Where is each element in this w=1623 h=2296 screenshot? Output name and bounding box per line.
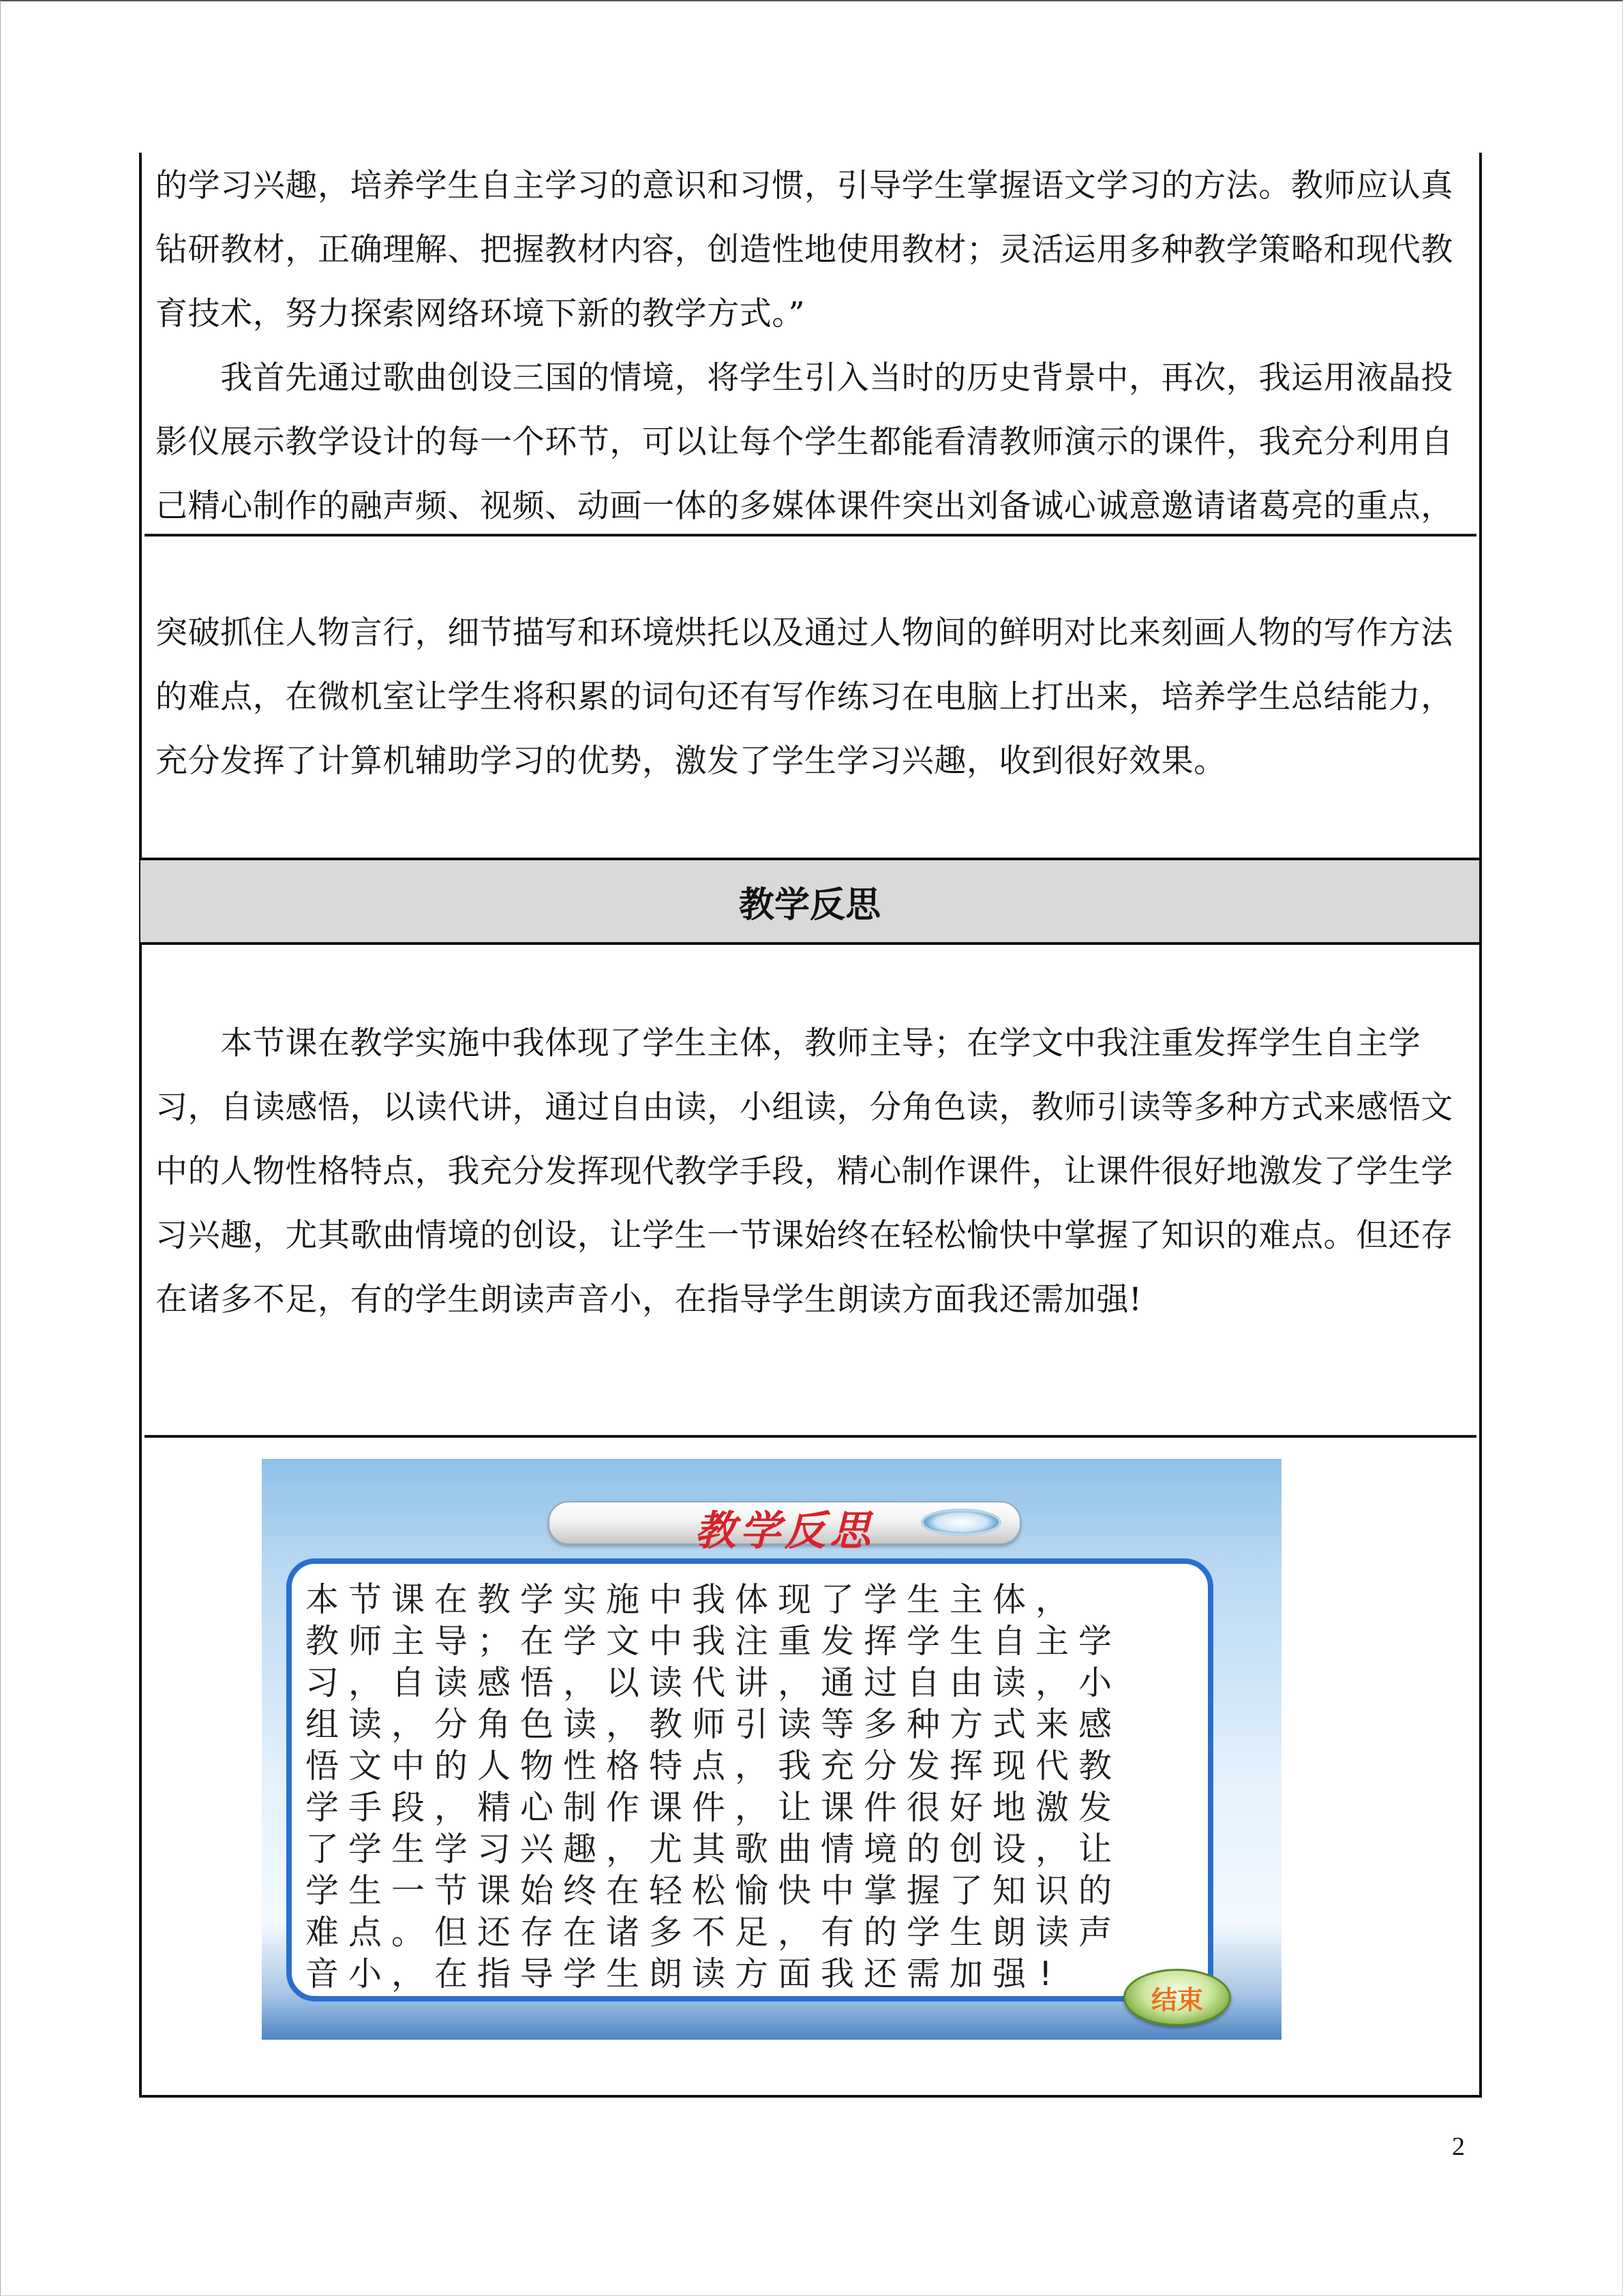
text-line: 中的人物性格特点，我充分发挥现代教学手段，精心制作课件，让课件很好地激发了学生学 xyxy=(155,1153,1453,1190)
text-line: 本节课在教学实施中我体现了学生主体，教师主导；在学文中我注重发挥学生自主学 xyxy=(155,1025,1421,1062)
text-line: 钻研教材，正确理解、把握教材内容，创造性地使用教材；灵活运用多种教学策略和现代教 xyxy=(155,231,1453,269)
slide-text-line: 了学生学习兴趣，尤其歌曲情境的创设，让 xyxy=(305,1830,1122,1869)
text-line: 的难点，在微机室让学生将积累的词句还有写作练习在电脑上打出来，培养学生总结能力， xyxy=(155,678,1453,716)
text-line: 己精心制作的融声频、视频、动画一体的多媒体课件突出刘备诚心诚意邀请诸葛亮的重点， xyxy=(155,487,1453,525)
text-line: 习，自读感悟，以读代讲，通过自由读，小组读，分角色读，教师引读等多种方式来感悟文 xyxy=(155,1089,1453,1126)
slide-text-line: 组读，分角色读，教师引读等多种方式来感 xyxy=(305,1705,1122,1744)
slide-text-line: 习，自读感悟，以读代讲，通过自由读，小 xyxy=(305,1663,1122,1702)
section-header xyxy=(140,858,1479,945)
section-header-title: 教学反思 xyxy=(738,884,881,926)
text-line: 突破抓住人物言行，细节描写和环境烘托以及通过人物间的鲜明对比来刻画人物的写作方法 xyxy=(155,614,1453,652)
row-divider xyxy=(145,1435,1476,1438)
slide-text-line: 悟文中的人物性格特点，我充分发挥现代教 xyxy=(305,1747,1122,1785)
oval-button-icon xyxy=(921,1509,1001,1536)
slide-text-line: 学手段，精心制作课件，让课件很好地激发 xyxy=(305,1788,1122,1827)
end-button[interactable] xyxy=(1123,1969,1231,2026)
slide-text-line: 学生一节课始终在轻松愉快中掌握了知识的 xyxy=(305,1871,1122,1910)
slide-title: 教学反思 xyxy=(695,1507,875,1555)
slide-text-line: 本节课在教学实施中我体现了学生主体， xyxy=(305,1580,1079,1619)
end-button-label: 结束 xyxy=(1151,1984,1203,2015)
slide-screenshot xyxy=(262,1459,1281,2040)
text-line: 充分发挥了计算机辅助学习的优势，激发了学生学习兴趣，收到很好效果。 xyxy=(155,742,1226,780)
text-line: 习兴趣，尤其歌曲情境的创设，让学生一节课始终在轻松愉快中掌握了知识的难点。但还存 xyxy=(155,1217,1453,1254)
text-line: 影仪展示教学设计的每一个环节，可以让每个学生都能看清教师演示的课件，我充分利用自 xyxy=(155,423,1453,461)
page-number: 2 xyxy=(1452,2132,1465,2161)
text-line: 我首先通过歌曲创设三国的情境，将学生引入当时的历史背景中，再次，我运用液晶投 xyxy=(155,359,1453,397)
text-line: 的学习兴趣，培养学生自主学习的意识和习惯，引导学生掌握语文学习的方法。教师应认真 xyxy=(155,167,1453,205)
slide-text-line: 音小，在指导学生朗读方面我还需加强! xyxy=(305,1954,1065,1993)
page-break-rule xyxy=(145,534,1476,537)
slide-text-line: 教师主导；在学文中我注重发挥学生自主学 xyxy=(305,1622,1122,1661)
slide-text-line: 难点。但还存在诸多不足，有的学生朗读声 xyxy=(305,1913,1122,1952)
text-line: 育技术，努力探索网络环境下新的教学方式。” xyxy=(155,295,806,333)
text-line: 在诸多不足，有的学生朗读声音小，在指导学生朗读方面我还需加强! xyxy=(155,1281,1142,1318)
